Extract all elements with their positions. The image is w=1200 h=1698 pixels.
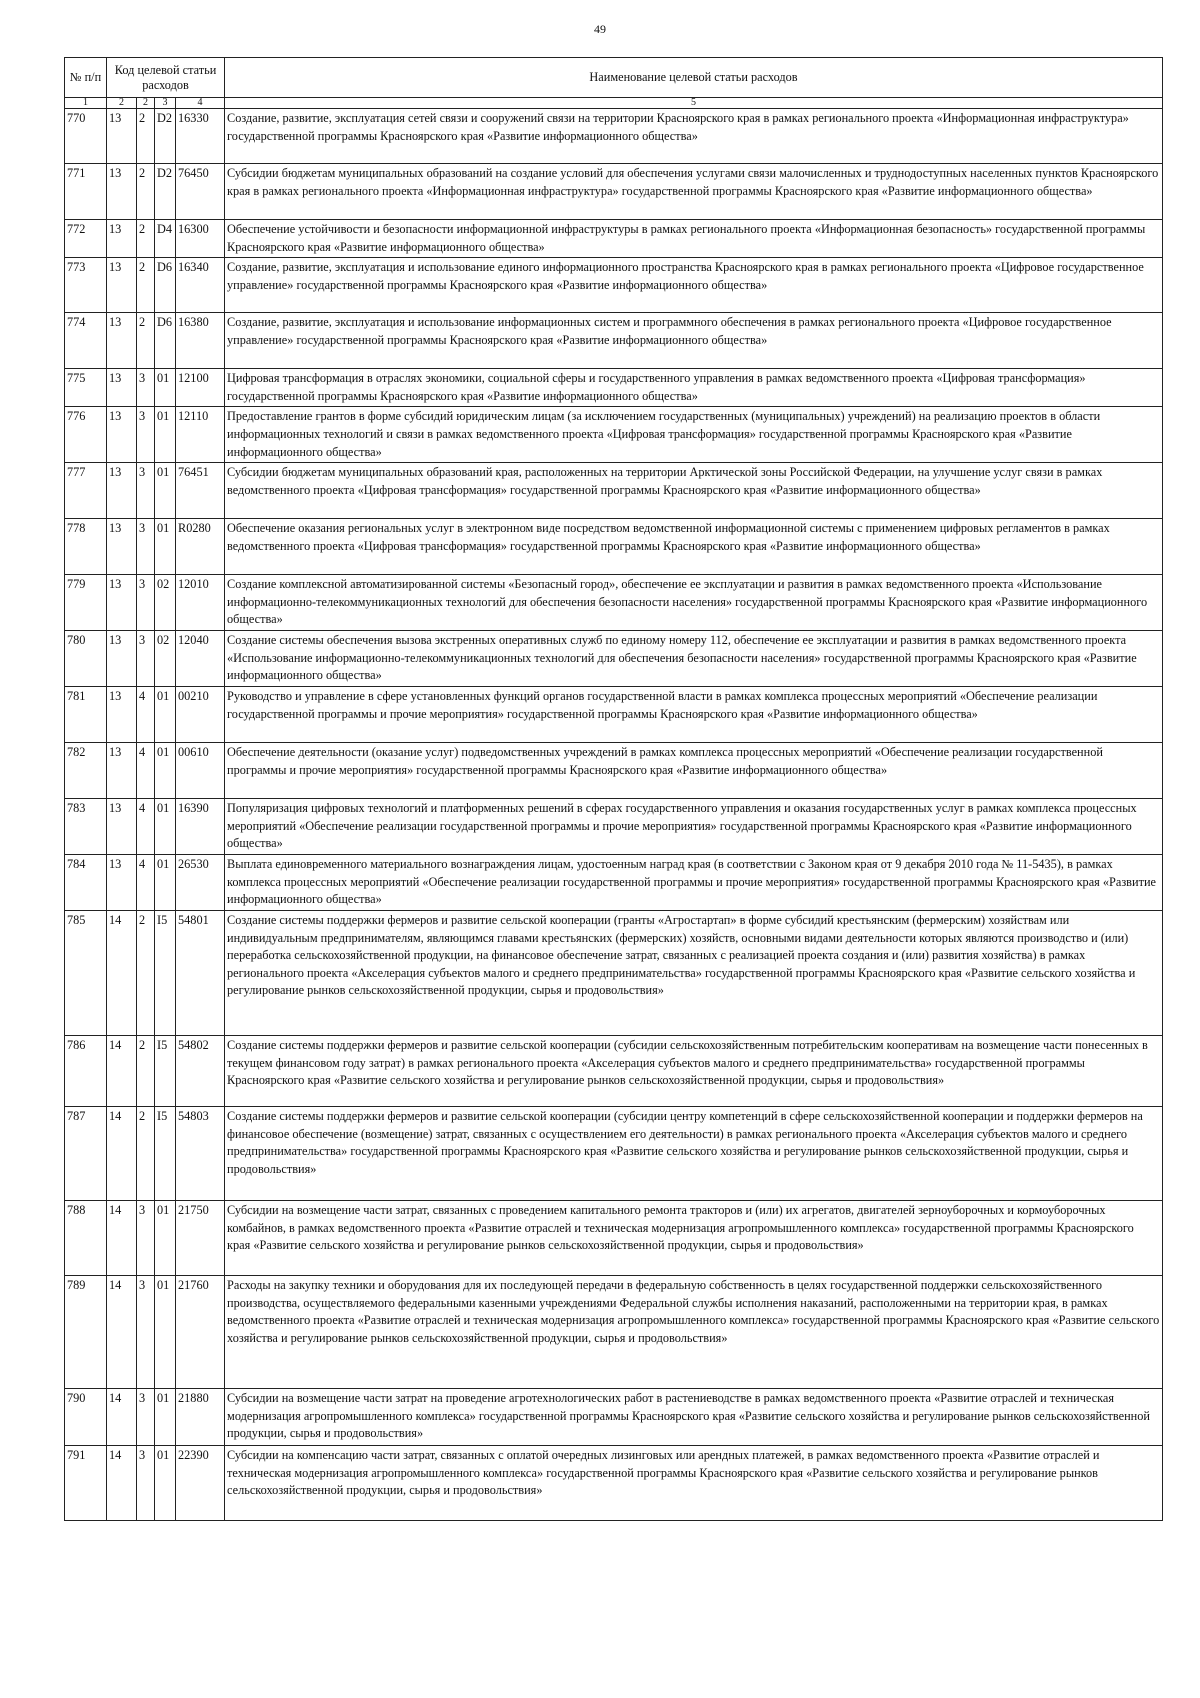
code-subprogram: 4 (137, 854, 155, 910)
expense-name: Создание, развитие, эксплуатация и использование информационных систем и программного обеспечения в рамках регионального проекта «Цифровое государственное управление» государственной программы Красноярского края «Развитие информационного общества» (225, 313, 1163, 369)
code-event: 01 (155, 1275, 176, 1388)
expense-name: Создание, развитие, эксплуатация и использование единого информационного пространства Красноярского края в рамках регионального проекта «Цифровое государственное управление» государственной программы Красноярского края «Развитие информационного общества» (225, 258, 1163, 313)
expense-name: Создание системы обеспечения вызова экстренных оперативных служб по единому номеру 112, обеспечение ее эксплуатации и развития в рамках ведомственного проекта «Использование информационно-телекоммуникационных технологий для обеспечения безопасности населения» государственной программы Красноярского края «Развитие информационного общества» (225, 631, 1163, 687)
code-direction: 00210 (176, 687, 225, 743)
header-num: № п/п (65, 58, 107, 98)
code-event: D6 (155, 258, 176, 313)
code-event: 01 (155, 407, 176, 463)
table-row (65, 164, 1163, 220)
table-row (65, 1445, 1163, 1520)
code-program: 13 (107, 799, 137, 855)
code-event: 01 (155, 743, 176, 799)
code-event: D6 (155, 313, 176, 369)
code-direction: 54803 (176, 1106, 225, 1200)
code-program: 14 (107, 1106, 137, 1200)
row-number: 782 (65, 743, 107, 799)
table-row (65, 1106, 1163, 1200)
code-subprogram: 3 (137, 1445, 155, 1520)
code-direction: 12100 (176, 369, 225, 407)
code-subprogram: 2 (137, 1035, 155, 1106)
table-row (65, 313, 1163, 369)
code-direction: 21880 (176, 1388, 225, 1445)
code-event: I5 (155, 910, 176, 1035)
code-subprogram: 3 (137, 631, 155, 687)
code-program: 13 (107, 220, 137, 258)
code-program: 14 (107, 1035, 137, 1106)
row-number: 791 (65, 1445, 107, 1520)
code-event: 01 (155, 799, 176, 855)
code-subprogram: 3 (137, 407, 155, 463)
code-event: I5 (155, 1106, 176, 1200)
table-row (65, 1275, 1163, 1388)
code-event: D2 (155, 164, 176, 220)
code-event: D4 (155, 220, 176, 258)
code-direction: 16340 (176, 258, 225, 313)
code-program: 13 (107, 687, 137, 743)
row-number: 786 (65, 1035, 107, 1106)
code-subprogram: 3 (137, 1200, 155, 1275)
code-subprogram: 4 (137, 799, 155, 855)
row-number: 784 (65, 854, 107, 910)
code-direction: 22390 (176, 1445, 225, 1520)
code-direction: 12040 (176, 631, 225, 687)
table-row (65, 519, 1163, 575)
expense-name: Популяризация цифровых технологий и платформенных решений в сферах государственного управления и оказания государственных услуг в рамках комплекса процессных мероприятий «Обеспечение реализации государственной программы и прочие мероприятия» государственной программы Красноярского края «Развитие информационного общества» (225, 799, 1163, 855)
expense-name: Субсидии бюджетам муниципальных образований на создание условий для обеспечения услугами связи малочисленных и труднодоступных населенных пунктов Красноярского края в рамках регионального проекта «Информационная инфраструктура» государственной программы Красноярского края «Развитие информационного общества» (225, 164, 1163, 220)
table-row (65, 1035, 1163, 1106)
row-number: 777 (65, 463, 107, 519)
row-number: 774 (65, 313, 107, 369)
expense-name: Создание системы поддержки фермеров и развитие сельской кооперации (гранты «Агростартап» в форме субсидий крестьянским (фермерским) хозяйствам или индивидуальным предпринимателям, являющимся главами крестьянских (фермерских) хозяйств, основными видами деятельности которых являются производство и (или) переработка сельскохозяйственной продукции, на финансовое обеспечение затрат, связанных с реализацией проекта создания и (или) развития хозяйства) в рамках регионального проекта «Акселерация субъектов малого и среднего предпринимательства» государственной программы Красноярского края «Развитие сельского хозяйства и регулирование рынков сельскохозяйственной продукции, сырья и продовольствия» (225, 910, 1163, 1035)
expense-name: Обеспечение деятельности (оказание услуг) подведомственных учреждений в рамках комплекса процессных мероприятий «Обеспечение реализации государственной программы и прочие мероприятия» государственной программы Красноярского края «Развитие информационного общества» (225, 743, 1163, 799)
code-program: 13 (107, 631, 137, 687)
code-program: 14 (107, 1275, 137, 1388)
code-direction: R0280 (176, 519, 225, 575)
row-number: 779 (65, 575, 107, 631)
expense-name: Выплата единовременного материального вознаграждения лицам, удостоенным наград края (в соответствии с Законом края от 9 декабря 2010 года № 11-5435), в рамках комплекса процессных мероприятий «Обеспечение реализации государственной программы и прочие мероприятия» государственной программы Красноярского края «Развитие информационного общества» (225, 854, 1163, 910)
row-number: 771 (65, 164, 107, 220)
code-subprogram: 3 (137, 369, 155, 407)
expense-name: Обеспечение устойчивости и безопасности информационной инфраструктуры в рамках регионального проекта «Информационная безопасность» государственной программы Красноярского края «Развитие информационного общества» (225, 220, 1163, 258)
code-direction: 16390 (176, 799, 225, 855)
expense-name: Цифровая трансформация в отраслях экономики, социальной сферы и государственного управления в рамках ведомственного проекта «Цифровая трансформация» государственной программы Красноярского края «Развитие информационного общества» (225, 369, 1163, 407)
code-direction: 00610 (176, 743, 225, 799)
code-direction: 16380 (176, 313, 225, 369)
code-event: 01 (155, 1200, 176, 1275)
code-program: 13 (107, 519, 137, 575)
expense-name: Создание системы поддержки фермеров и развитие сельской кооперации (субсидии сельскохозяйственным потребительским кооперативам на возмещение части понесенных в текущем финансовом году затрат) в рамках регионального проекта «Акселерация субъектов малого и среднего предпринимательства» государственной программы Красноярского края «Развитие сельского хозяйства и регулирование рынков сельскохозяйственной продукции, сырья и продовольствия» (225, 1035, 1163, 1106)
code-program: 13 (107, 407, 137, 463)
table-row (65, 799, 1163, 855)
code-event: 01 (155, 687, 176, 743)
table-row (65, 220, 1163, 258)
table-row (65, 910, 1163, 1035)
expense-name: Субсидии на возмещение части затрат на проведение агротехнологических работ в растениеводстве в рамках ведомственного проекта «Развитие отраслей и техническая модернизация агропромышленного комплекса» государственной программы Красноярского края «Развитие сельского хозяйства и регулирование рынков сельскохозяйственной продукции, сырья и продовольствия» (225, 1388, 1163, 1445)
row-number: 772 (65, 220, 107, 258)
code-program: 13 (107, 369, 137, 407)
code-subprogram: 2 (137, 910, 155, 1035)
code-event: 01 (155, 519, 176, 575)
code-direction: 16300 (176, 220, 225, 258)
code-program: 14 (107, 1388, 137, 1445)
header-code: Код целевой статьи расходов (107, 58, 225, 98)
expense-name: Субсидии бюджетам муниципальных образований края, расположенных на территории Арктической зоны Российской Федерации, на улучшение услуг связи в рамках ведомственного проекта «Цифровая трансформация» государственной программы Красноярского края «Развитие информационного общества» (225, 463, 1163, 519)
row-number: 780 (65, 631, 107, 687)
table-row (65, 1200, 1163, 1275)
code-subprogram: 2 (137, 109, 155, 164)
code-event: 02 (155, 575, 176, 631)
code-program: 13 (107, 575, 137, 631)
budget-table (64, 57, 1163, 1521)
table-row (65, 743, 1163, 799)
code-program: 13 (107, 109, 137, 164)
code-program: 13 (107, 258, 137, 313)
index-cell: 2 (137, 98, 155, 109)
table-row (65, 258, 1163, 313)
code-subprogram: 2 (137, 164, 155, 220)
code-direction: 16330 (176, 109, 225, 164)
row-number: 775 (65, 369, 107, 407)
code-subprogram: 2 (137, 313, 155, 369)
code-program: 14 (107, 910, 137, 1035)
code-program: 13 (107, 164, 137, 220)
expense-name: Руководство и управление в сфере установленных функций органов государственной власти в рамках комплекса процессных мероприятий «Обеспечение реализации государственной программы и прочие мероприятия» государственной программы Красноярского края «Развитие информационного общества» (225, 687, 1163, 743)
expense-name: Создание комплексной автоматизированной системы «Безопасный город», обеспечение ее эксплуатации и развития в рамках ведомственного проекта «Использование информационно-телекоммуникационных технологий для обеспечения безопасности населения» государственной программы Красноярского края «Развитие информационного общества» (225, 575, 1163, 631)
row-number: 781 (65, 687, 107, 743)
expense-name: Субсидии на возмещение части затрат, связанных с проведением капитального ремонта тракторов и (или) их агрегатов, двигателей зерноуборочных и кормоуборочных комбайнов, в рамках ведомственного проекта «Развитие отраслей и техническая модернизация агропромышленного комплекса» государственной программы Красноярского края «Развитие сельского хозяйства и регулирование рынков сельскохозяйственной продукции, сырья и продовольствия» (225, 1200, 1163, 1275)
code-direction: 26530 (176, 854, 225, 910)
code-direction: 12110 (176, 407, 225, 463)
code-subprogram: 4 (137, 687, 155, 743)
code-program: 13 (107, 854, 137, 910)
row-number: 789 (65, 1275, 107, 1388)
expense-name: Создание, развитие, эксплуатация сетей связи и сооружений связи на территории Красноярского края в рамках регионального проекта «Информационная инфраструктура» государственной программы Красноярского края «Развитие информационного общества» (225, 109, 1163, 164)
table-row (65, 631, 1163, 687)
row-number: 785 (65, 910, 107, 1035)
index-cell: 2 (107, 98, 137, 109)
table-row (65, 1388, 1163, 1445)
page-number: 49 (594, 22, 606, 36)
table-row (65, 109, 1163, 164)
code-program: 13 (107, 313, 137, 369)
row-number: 788 (65, 1200, 107, 1275)
index-cell: 5 (225, 98, 1163, 109)
code-subprogram: 3 (137, 519, 155, 575)
index-cell: 3 (155, 98, 176, 109)
expense-name: Предоставление грантов в форме субсидий юридическим лицам (за исключением государственных (муниципальных) учреждений) на реализацию проектов в области информационных технологий и связи в рамках ведомственного проекта «Цифровая трансформация» государственной программы Красноярского края «Развитие информационного общества» (225, 407, 1163, 463)
code-subprogram: 3 (137, 1388, 155, 1445)
code-event: 01 (155, 463, 176, 519)
row-number: 773 (65, 258, 107, 313)
code-subprogram: 2 (137, 1106, 155, 1200)
code-direction: 76451 (176, 463, 225, 519)
code-program: 13 (107, 743, 137, 799)
row-number: 787 (65, 1106, 107, 1200)
row-number: 790 (65, 1388, 107, 1445)
code-program: 14 (107, 1445, 137, 1520)
code-direction: 12010 (176, 575, 225, 631)
code-direction: 54802 (176, 1035, 225, 1106)
code-subprogram: 2 (137, 258, 155, 313)
code-event: 01 (155, 854, 176, 910)
code-event: 01 (155, 369, 176, 407)
code-subprogram: 3 (137, 575, 155, 631)
table-row (65, 575, 1163, 631)
expense-name: Создание системы поддержки фермеров и развитие сельской кооперации (субсидии центру компетенций в сфере сельскохозяйственной кооперации и поддержки фермеров на финансовое обеспечение (возмещение) затрат, связанных с осуществлением его деятельности) в рамках регионального проекта «Акселерация субъектов малого и среднего предпринимательства» государственной программы Красноярского края «Развитие сельского хозяйства и регулирование рынков сельскохозяйственной продукции, сырья и продовольствия» (225, 1106, 1163, 1200)
code-event: D2 (155, 109, 176, 164)
table-body (65, 109, 1163, 1521)
table-row (65, 407, 1163, 463)
code-subprogram: 4 (137, 743, 155, 799)
table-row (65, 463, 1163, 519)
code-event: 02 (155, 631, 176, 687)
expense-name: Обеспечение оказания региональных услуг в электронном виде посредством ведомственной информационной системы с применением цифровых регламентов в рамках ведомственного проекта «Цифровая трансформация» государственной программы Красноярского края «Развитие информационного общества» (225, 519, 1163, 575)
row-number: 776 (65, 407, 107, 463)
row-number: 778 (65, 519, 107, 575)
code-program: 14 (107, 1200, 137, 1275)
table-row (65, 369, 1163, 407)
code-program: 13 (107, 463, 137, 519)
row-number: 783 (65, 799, 107, 855)
table-row (65, 854, 1163, 910)
table-row (65, 687, 1163, 743)
code-subprogram: 2 (137, 220, 155, 258)
code-subprogram: 3 (137, 463, 155, 519)
code-event: 01 (155, 1445, 176, 1520)
expense-name: Субсидии на компенсацию части затрат, связанных с оплатой очередных лизинговых или арендных платежей, в рамках ведомственного проекта «Развитие отраслей и техническая модернизация агропромышленного комплекса» государственной программы Красноярского края «Развитие сельского хозяйства и регулирование рынков сельскохозяйственной продукции, сырья и продовольствия» (225, 1445, 1163, 1520)
row-number: 770 (65, 109, 107, 164)
code-event: I5 (155, 1035, 176, 1106)
index-cell: 1 (65, 98, 107, 109)
code-direction: 21760 (176, 1275, 225, 1388)
index-cell: 4 (176, 98, 225, 109)
code-direction: 54801 (176, 910, 225, 1035)
code-direction: 76450 (176, 164, 225, 220)
code-event: 01 (155, 1388, 176, 1445)
expense-name: Расходы на закупку техники и оборудования для их последующей передачи в федеральную собственность в целях государственной поддержки сельскохозяйственного производства, осуществляемого федеральными казенными учреждениями Федеральной службы исполнения наказаний, расположенными на территории края, в рамках ведомственного проекта «Развитие отраслей и техническая модернизация агропромышленного комплекса» государственной программы Красноярского края «Развитие сельского хозяйства и регулирование рынков сельскохозяйственной продукции, сырья и продовольствия» (225, 1275, 1163, 1388)
code-direction: 21750 (176, 1200, 225, 1275)
code-subprogram: 3 (137, 1275, 155, 1388)
header-name: Наименование целевой статьи расходов (225, 58, 1163, 98)
